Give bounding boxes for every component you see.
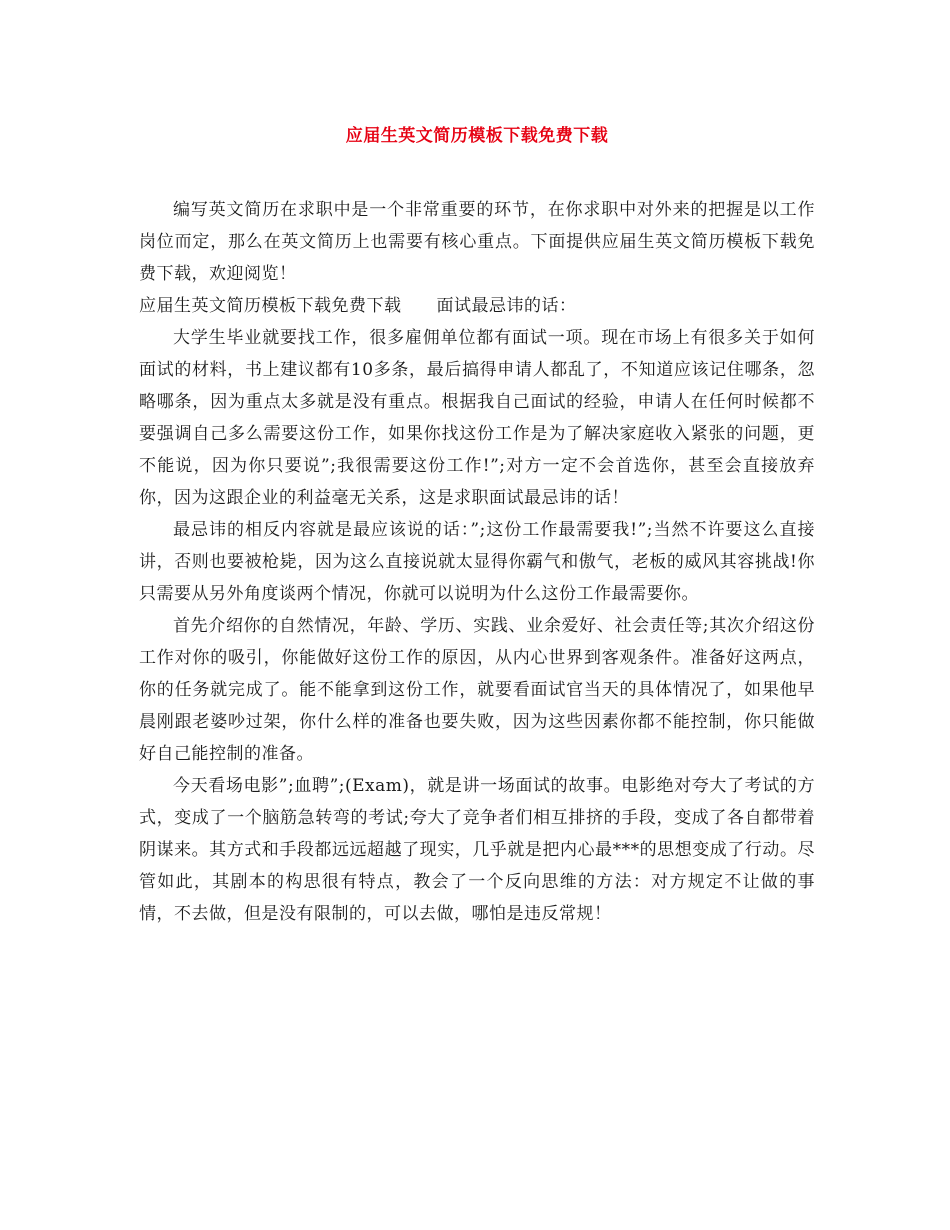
body-paragraph-1: 大学生毕业就要找工作，很多雇佣单位都有面试一项。现在市场上有很多关于如何面试的材料，书上建议都有10多条，最后搞得申请人都乱了，不知道应该记住哪条，忽略哪条，因为重点太多就是没有重点。根据我自己面试的经验，申请人在任何时候都不要强调自己多么需要这份工作，如果你找这份工作是为了解决家庭收入紧张的问题，更不能说，因为你只要说”;我很需要这份工作!”;对方一定不会首选你，甚至会直接放弃你，因为这跟企业的利益毫无关系，这是求职面试最忌讳的话！ <box>139 328 815 508</box>
document-page <box>139 120 815 930</box>
section-heading: 应届生英文简历模板下载免费下载 面试最忌讳的话： <box>139 296 577 316</box>
document-title: 应届生英文简历模板下载免费下载 <box>345 126 609 146</box>
body-paragraph-3: 首先介绍你的自然情况，年龄、学历、实践、业余爱好、社会责任等;其次介绍这份工作对你的吸引，你能做好这份工作的原因，从内心世界到客观条件。准备好这两点，你的任务就完成了。能不能拿到这份工作，就要看面试官当天的具体情况了，如果他早晨刚跟老婆吵过架，你什么样的准备也要失败，因为这些因素你都不能控制，你只能做好自己能控制的准备。 <box>139 616 815 764</box>
intro-paragraph: 编写英文简历在求职中是一个非常重要的环节，在你求职中对外来的把握是以工作岗位而定，那么在英文简历上也需要有核心重点。下面提供应届生英文简历模板下载免费下载，欢迎阅览！ <box>139 200 815 284</box>
body-paragraph-2: 最忌讳的相反内容就是最应该说的话：”;这份工作最需要我!”;当然不许要这么直接讲，否则也要被枪毙，因为这么直接说就太显得你霸气和傲气，老板的威风其容挑战!你只需要从另外角度谈两个情况，你就可以说明为什么这份工作最需要你。 <box>139 520 815 604</box>
body-paragraph-4: 今天看场电影”;血聘”;(Exam)，就是讲一场面试的故事。电影绝对夸大了考试的方式，变成了一个脑筋急转弯的考试;夸大了竞争者们相互排挤的手段，变成了各自都带着阴谋来。其方式和手段都远远超越了现实，几乎就是把内心最***的思想变成了行动。尽管如此，其剧本的构思很有特点，教会了一个反向思维的方法：对方规定不让做的事情，不去做，但是没有限制的，可以去做，哪怕是违反常规！ <box>139 776 815 924</box>
